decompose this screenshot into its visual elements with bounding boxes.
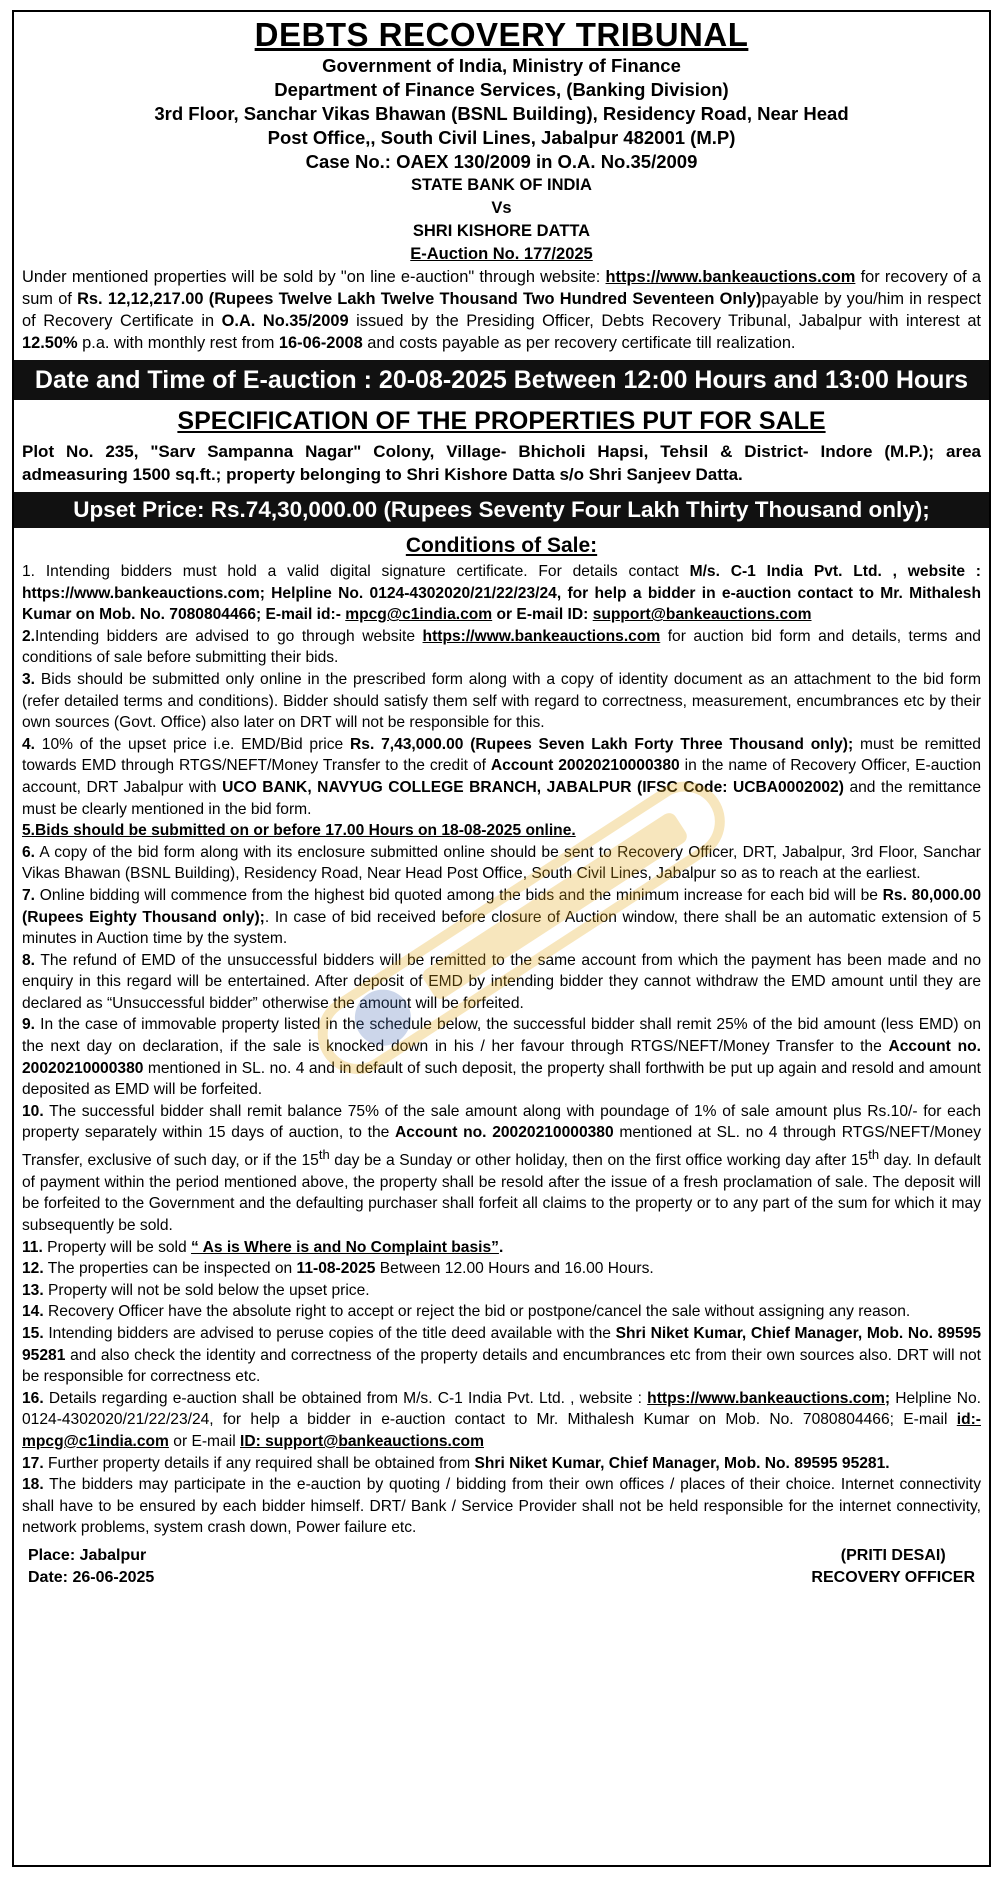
condition-6: 6. A copy of the bid form along with its enclosure submitted online should be sent to Recovery Officer, DRT, Jabalpur, 3rd Floor, Sanchar Vikas Bhawan (BSNL Building), Residency Road, Near Head Post Office, South Civil Lines, Jabalpur so as to reach at the earliest.: [22, 843, 981, 883]
header: [22, 16, 981, 266]
condition-13: 13. Property will not be sold below the upset price.: [22, 1281, 370, 1299]
recovery-amount: Rs. 12,12,217.00 (Rupees Twelve Lakh Twelve Thousand Two Hundred Seventeen Only): [77, 290, 762, 308]
intro-text: and costs payable as per recovery certificate till realization.: [362, 334, 796, 352]
upset-price-band: Upset Price: Rs.74,30,000.00 (Rupees Seventy Four Lakh Thirty Thousand only);: [14, 492, 989, 528]
place-date: [28, 1545, 154, 1589]
intro-paragraph: [22, 266, 981, 354]
auction-website-link[interactable]: https://www.bankeauctions.com: [605, 268, 856, 286]
conditions-list: [22, 561, 981, 1539]
support-email-link[interactable]: support@bankeauctions.com: [592, 606, 812, 624]
website-link[interactable]: https://www.bankeauctions.com;: [647, 1389, 891, 1407]
condition-8: 8. The refund of EMD of the unsuccessful bidders will be remitted to the same account from which the payment has been made and no enquiry in this regard will be entertained. After deposit of EMD by intending bidder they cannot withdraw the EMD amount until they are declared as “Unsuccessful bidder” otherwise the amount will be forfeited.: [22, 951, 981, 1012]
party-defendant: SHRI KISHORE DATTA: [412, 222, 591, 240]
conditions-title: Conditions of Sale:: [405, 534, 598, 557]
condition-11: 11. Property will be sold “ As is Where is and No Complaint basis”.: [22, 1238, 504, 1256]
specification-title: SPECIFICATION OF THE PROPERTIES PUT FOR SALE: [177, 407, 826, 435]
email-link[interactable]: mpcg@c1india.com: [345, 606, 493, 624]
condition-4: 4. 10% of the upset price i.e. EMD/Bid price Rs. 7,43,000.00 (Rupees Seven Lakh Forty Three Thousand only); must be remitted towards EMD through RTGS/NEFT/Money Transfer to the credit of Account 20020210000380 in the name of Recovery Officer, E-auction account, DRT Jabalpur with UCO BANK, NAVYUG COLLEGE BRANCH, JABALPUR (IFSC Code: UCBA0002002) and the remittance must be clearly mentioned in the bid form.: [22, 735, 981, 818]
officer-name: (PRITI DESAI): [840, 1546, 946, 1564]
case-number: Case No.: OAEX 130/2009 in O.A. No.35/2009: [305, 151, 698, 172]
condition-9: 9. In the case of immovable property listed in the schedule below, the successful bidder shall remit 25% of the bid amount (less EMD) on the next day on declaration, if the sale is knocked down in his / her favour through RTGS/NEFT/Money Transfer to the Account no. 20020210000380 mentioned in SL. no. 4 and in default of such deposit, the property shall forthwith be put up again and resold and amount deposited as EMD will be forfeited.: [22, 1016, 981, 1099]
intro-text: Under mentioned properties will be sold by "on line e-auction" through website:: [22, 268, 606, 286]
condition-1: 1. Intending bidders must hold a valid digital signature certificate. For details contact M/s. C-1 India Pvt. Ltd. , website : https://www.bankeauctions.com; Helpline No. 0124-4302020/21/22/23/24, for help a bidder in e-auction contact to Mr. Mithalesh Kumar on Mob. No. 7080804466; E-mail id:- mpcg@c1india.com or E-mail ID: support@bankeauctions.com: [22, 563, 981, 624]
intro-text: issued by the Presiding Officer, Debts Recovery Tribunal, Jabalpur with interest at: [348, 312, 981, 330]
signatory: [811, 1545, 975, 1589]
condition-3: 3. Bids should be submitted only online in the prescribed form along with a copy of identity document as an attachment to the bid form (refer detailed terms and conditions). Bidder should satisfy them self with regard to correctness, measurement, encumbrances etc by their own sources (Govt. Office) also later on DRT will not be responsible for this.: [22, 670, 981, 732]
oa-number: O.A. No.35/2009: [221, 312, 349, 330]
interest-rate: 12.50%: [22, 334, 78, 352]
ministry-line: Government of India, Ministry of Finance: [322, 55, 681, 76]
intro-text: payable by you/him in respect of Recovery Certificate in: [22, 290, 982, 330]
website-link[interactable]: https://www.bankeauctions.com: [422, 627, 661, 645]
place: Place: Jabalpur: [28, 1546, 147, 1564]
condition-16: 16. Details regarding e-auction shall be obtained from M/s. C-1 India Pvt. Ltd. , website : https://www.bankeauctions.com; Helpline No. 0124-4302020/21/22/23/24, for help a bidder in e-auction contact to Mr. Mithalesh Kumar on Mob. No. 7080804466; E-mail id:- mpcg@c1india.com or E-mail ID: support@bankeauctions.com: [22, 1389, 981, 1450]
condition-18: 18. The bidders may participate in the e-auction by quoting / bidding from their own offices / places of their choice. Internet connectivity shall have to be ensured by each bidder himself. DRT/ Bank / Service Provider shall not be held responsible for the internet connectivity, network problems, system crash down, Power failure etc.: [22, 1476, 981, 1537]
condition-7: 7. Online bidding will commence from the highest bid quoted among the bids and the minimum increase for each bid will be Rs. 80,000.00 (Rupees Eighty Thousand only);. In case of bid received before closure of Auction window, there shall be an automatic extension of 5 minutes in Auction time by the system.: [22, 886, 981, 948]
notice-title: DEBTS RECOVERY TRIBUNAL: [254, 16, 749, 53]
intro-text: p.a. with monthly rest from: [77, 334, 279, 352]
officer-designation: RECOVERY OFFICER: [811, 1568, 975, 1586]
address-line-2: Post Office,, South Civil Lines, Jabalpur 482001 (M.P): [267, 127, 736, 148]
date: Date: 26-06-2025: [28, 1568, 155, 1586]
condition-17: 17. Further property details if any required shall be obtained from Shri Niket Kumar, Chief Manager, Mob. No. 89595 95281.: [22, 1454, 890, 1472]
condition-10: 10. The successful bidder shall remit balance 75% of the sale amount along with poundage of 1% of sale amount plus Rs.10/- for each property separately within 15 days of auction, to the Account no. 20020210000380 mentioned at SL. no 4 through RTGS/NEFT/Money Transfer, exclusive of such day, or if the 15th day be a Sunday or other holiday, then on the first office working day after 15th day. In default of payment within the period mentioned above, the property shall be resold after the issue of a fresh proclamation of sale. The deposit will be forfeited to the Government and the defaulting purchaser shall forfeit all claims to the property or to any part of the sum for which it may subsequently be sold.: [22, 1102, 981, 1234]
condition-15: 15. Intending bidders are advised to peruse copies of the title deed available with the Shri Niket Kumar, Chief Manager, Mob. No. 89595 95281 and also check the identity and correctness of the property details and encumbrances etc from their own sources also. DRT will not be responsible for correctness etc.: [22, 1324, 981, 1386]
address-line-1: 3rd Floor, Sanchar Vikas Bhawan (BSNL Building), Residency Road, Near Head: [154, 103, 849, 124]
notice-page: [12, 10, 991, 1867]
support-email-link[interactable]: ID: support@bankeauctions.com: [240, 1432, 484, 1450]
versus: Vs: [491, 199, 512, 217]
condition-14: 14. Recovery Officer have the absolute right to accept or reject the bid or postpone/cancel the sale without assigning any reason.: [22, 1303, 911, 1321]
condition-2: 2.Intending bidders are advised to go through website https://www.bankeauctions.com for auction bid form and details, terms and conditions of sale before submitting their bids.: [22, 627, 981, 667]
department-line: Department of Finance Services, (Banking Division): [274, 79, 729, 100]
condition-12: 12. The properties can be inspected on 11-08-2025 Between 12.00 Hours and 16.00 Hours.: [22, 1260, 654, 1278]
property-description: Plot No. 235, "Sarv Sampanna Nagar" Colony, Village- Bhicholi Hapsi, Tehsil & District- Indore (M.P.); area admeasuring 1500 sq.ft.; property belonging to Shri Kishore Datta s/o Shri Sanjeev Datta.: [22, 442, 981, 484]
condition-5: 5.Bids should be submitted on or before 17.00 Hours on 18-08-2025 online.: [22, 822, 576, 840]
auction-number: E-Auction No. 177/2025: [410, 245, 593, 263]
interest-from-date: 16-06-2008: [278, 334, 363, 352]
party-applicant: STATE BANK OF INDIA: [411, 176, 592, 194]
signature-footer: [22, 1545, 981, 1589]
email-link[interactable]: id:- mpcg@c1india.com: [22, 1411, 981, 1450]
intro-text: for recovery of a sum of: [22, 268, 981, 308]
auction-date-band: Date and Time of E-auction : 20-08-2025 Between 12:00 Hours and 13:00 Hours: [14, 360, 989, 400]
